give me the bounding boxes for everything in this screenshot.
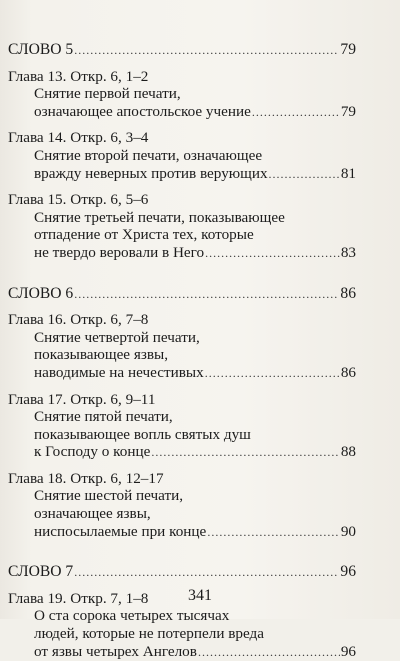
chapter-title xyxy=(8,487,356,541)
chapter-title-line xyxy=(34,103,356,122)
chapter-title xyxy=(8,607,356,661)
entry-page: 96 xyxy=(340,642,356,660)
chapter-title xyxy=(8,209,356,263)
chapter-title-line: Снятие пятой печати, xyxy=(34,408,173,426)
chapter-title-line: Снятие первой печати, xyxy=(34,85,181,103)
dot-leader xyxy=(74,42,339,60)
chapter-title-line xyxy=(34,443,356,462)
chapter-heading: Глава 18. Откр. 6, 12–17 xyxy=(8,469,164,487)
chapter-heading: Глава 14. Откр. 6, 3–4 xyxy=(8,129,149,147)
chapter-title-line: Снятие третьей печати, показывающее xyxy=(34,208,285,226)
chapter-heading: Глава 17. Откр. 6, 9–11 xyxy=(8,390,156,408)
entry-text: к Господу о конце xyxy=(34,443,151,461)
section-heading xyxy=(8,41,356,60)
chapter-title-line: людей, которые не потерпели вреда xyxy=(34,625,265,643)
entry-text: ниспосылаемые при конце xyxy=(34,522,207,540)
chapter-heading: Глава 19. Откр. 7, 1–8 xyxy=(8,589,149,607)
chapter-title-line: показывающее вопль святых душ xyxy=(34,425,251,443)
dot-leader xyxy=(151,444,339,462)
chapter-title-line xyxy=(34,364,356,383)
entry-page: 79 xyxy=(340,41,356,58)
toc-entry xyxy=(8,470,356,541)
dot-leader xyxy=(74,564,339,582)
entry-text: вражду неверных против верующих xyxy=(34,164,268,182)
dot-leader xyxy=(74,286,339,304)
entry-page: 90 xyxy=(340,522,356,540)
chapter-title-line: О ста сорока четырех тысячах xyxy=(34,607,230,625)
chapter-heading: Глава 13. Откр. 6, 1–2 xyxy=(8,67,149,85)
dot-leader xyxy=(205,365,340,383)
dot-leader xyxy=(205,245,340,263)
entry-page: 86 xyxy=(340,284,356,302)
chapter-title-line: Снятие второй печати, означающее xyxy=(34,146,263,164)
entry-text: от язвы четырех Ангелов xyxy=(34,642,197,660)
toc-entry xyxy=(8,191,356,262)
dot-leader xyxy=(198,644,340,661)
entry-text: СЛОВО 7 xyxy=(8,563,74,581)
chapter-title-line: показывающее язвы, xyxy=(34,346,169,364)
toc-entry xyxy=(8,311,356,382)
entry-page: 83 xyxy=(340,243,356,261)
entry-text: не твердо веровали в Него xyxy=(34,243,205,261)
entry-page: 88 xyxy=(340,443,356,461)
chapter-title xyxy=(8,408,356,462)
entry-page: 79 xyxy=(340,102,356,120)
chapter-title-line: Снятие четвертой печати, xyxy=(34,328,200,346)
entry-text: СЛОВО 6 xyxy=(8,284,74,302)
toc-entry xyxy=(8,129,356,183)
dot-leader xyxy=(252,104,340,122)
chapter-title-line xyxy=(34,244,356,263)
page-number: 341 xyxy=(188,587,212,604)
chapter-heading: Глава 16. Откр. 6, 7–8 xyxy=(8,311,149,329)
section-heading xyxy=(8,563,356,582)
chapter-title-line xyxy=(34,643,356,661)
dot-leader xyxy=(269,166,340,184)
entry-text: наводимые на нечестивых xyxy=(34,363,204,381)
toc-entry xyxy=(8,391,356,462)
entry-text: означающее апостольское учение xyxy=(34,102,251,120)
chapter-title-line xyxy=(34,523,356,542)
table-of-contents xyxy=(8,41,356,661)
chapter-title xyxy=(8,147,356,183)
entry-text: СЛОВО 5 xyxy=(8,41,74,58)
chapter-title xyxy=(8,85,356,121)
toc-entry xyxy=(8,68,356,122)
entry-page: 81 xyxy=(340,164,356,182)
chapter-title-line: отпадение от Христа тех, которые xyxy=(34,226,254,244)
chapter-title-line: Снятие шестой печати, xyxy=(34,487,184,505)
entry-page: 96 xyxy=(340,563,356,581)
entry-page: 86 xyxy=(340,363,356,381)
chapter-heading: Глава 15. Откр. 6, 5–6 xyxy=(8,191,149,209)
section-heading xyxy=(8,285,356,304)
chapter-title-line: означающее язвы, xyxy=(34,505,151,523)
dot-leader xyxy=(207,524,340,542)
chapter-title-line xyxy=(34,165,356,184)
chapter-title xyxy=(8,329,356,383)
